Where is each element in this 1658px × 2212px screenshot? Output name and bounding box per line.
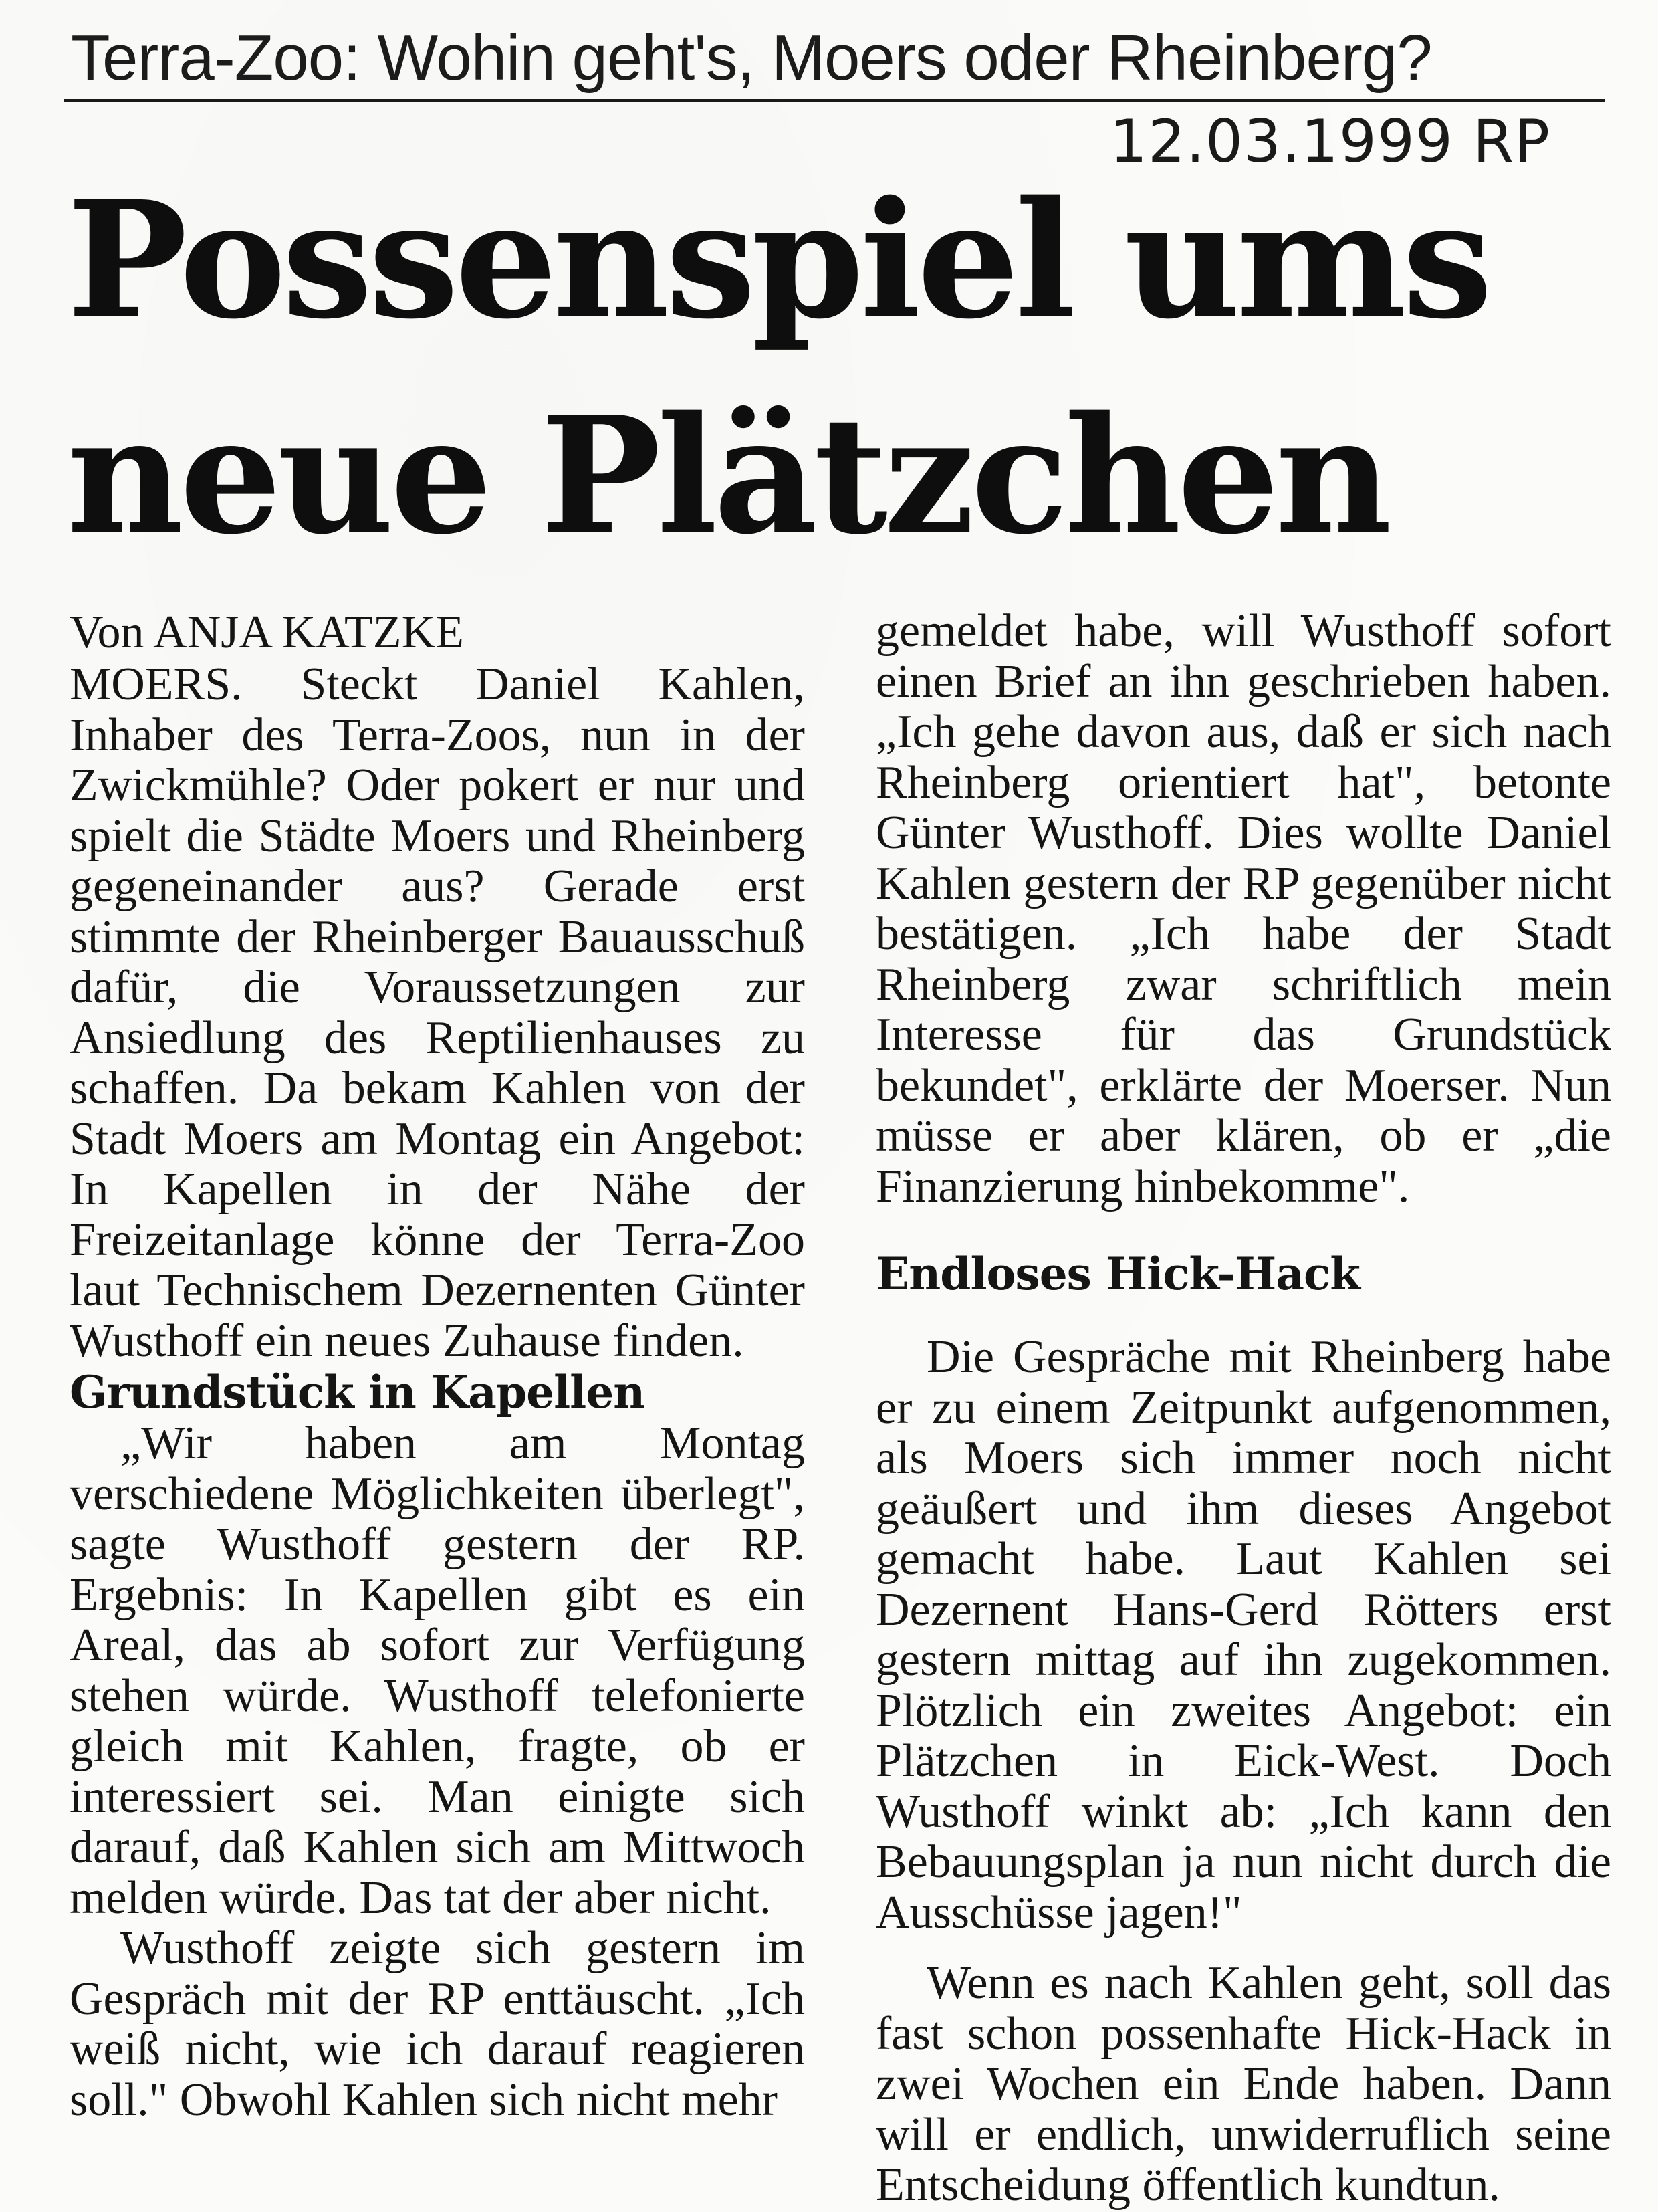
paragraph: „Wir haben am Montag verschiedene Möglichkeiten überlegt", sagte Wusthoff gestern der RP. Ergebnis: In Kapellen gibt es ein Areal, das ab sofort zur Verfügung stehen würde. Wusthoff telefonierte gleich mit Kahlen, fragte, ob er interessiert sei. Man einigte sich darauf, daß Kahlen sich am Mittwoch melden würde. Das tat der aber nicht.	[70, 1418, 805, 1924]
left-column	[70, 606, 805, 2125]
kicker-rule	[64, 99, 1605, 102]
headline-line-1: Possenspiel ums	[67, 166, 1489, 354]
kicker-line: Terra-Zoo: Wohin geht's, Moers oder Rheinberg?	[71, 22, 1432, 94]
paragraph: Wenn es nach Kahlen geht, soll das fast schon possenhafte Hick-Hack in zwei Wochen ein Ende haben. Dann will er endlich, unwiderruflich seine Entscheidung öffentlich kundtun.	[876, 1957, 1611, 2211]
paragraph: gemeldet habe, will Wusthoff sofort einen Brief an ihn geschrieben haben. „Ich gehe davon aus, daß er sich nach Rheinberg orientiert hat", betonte Günter Wusthoff. Dies wollte Daniel Kahlen gestern der RP gegenüber nicht bestätigen. „Ich habe der Stadt Rheinberg zwar schriftlich mein Interesse für das Grundstück bekundet", erklärte der Moerser. Nun müsse er aber klären, ob er „die Finanzierung hinbekomme".	[876, 605, 1611, 1212]
date-source-stamp: 12.03.1999 RP	[1110, 107, 1551, 176]
paragraph: Wusthoff zeigte sich gestern im Gespräch mit der RP enttäuscht. „Ich weiß nicht, wie ich darauf reagieren soll." Obwohl Kahlen sich nicht mehr	[70, 1922, 805, 2126]
subheading: Grundstück in Kapellen	[70, 1366, 645, 1418]
headline	[67, 152, 1618, 583]
paragraph: Die Gespräche mit Rheinberg habe er zu einem Zeitpunkt aufgenommen, als Moers sich immer noch nicht geäußert und ihm dieses Angebot gemacht habe. Laut Kahlen sei Dezernent Hans-Gerd Rötters erst gestern mittag auf ihn zugekommen. Plötzlich ein zweites Angebot: ein Plätzchen in Eick-West. Doch Wusthoff winkt ab: „Ich kann den Bebauungsplan ja nun nicht durch die Ausschüsse jagen!"	[876, 1331, 1611, 1939]
byline: Von ANJA KATZKE	[70, 606, 464, 658]
headline-line-2: neue Plätzchen	[67, 381, 1389, 570]
subheading: Endloses Hick-Hack	[876, 1248, 1360, 1300]
right-column	[876, 606, 1611, 2211]
paragraph: MOERS. Steckt Daniel Kahlen, Inhaber des Terra-Zoos, nun in der Zwickmühle? Oder pokert er nur und spielt die Städte Moers und Rheinberg gegeneinander aus? Gerade erst stimmte der Rheinberger Bauausschuß dafür, die Voraussetzungen zur Ansiedlung des Reptilienhauses zu schaffen. Da bekam Kahlen von der Stadt Moers am Montag ein Angebot: In Kapellen in der Nähe der Freizeitanlage könne der Terra-Zoo laut Technischem Dezernenten Günter Wusthoff ein neues Zuhause finden.	[70, 659, 805, 1367]
